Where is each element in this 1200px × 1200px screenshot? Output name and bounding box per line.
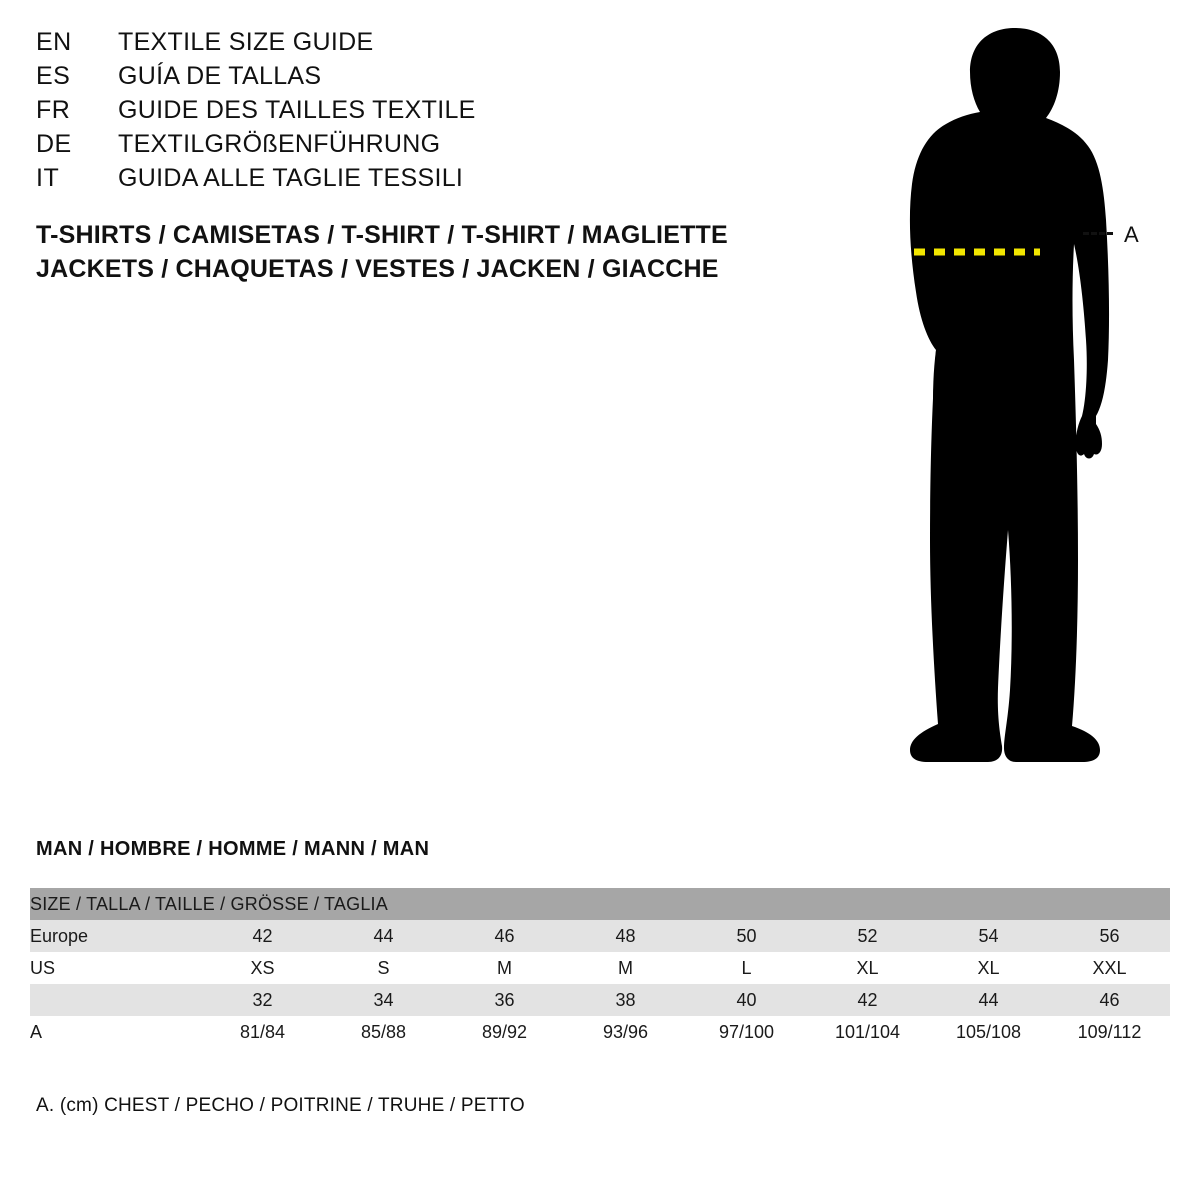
cell-value: 44 xyxy=(928,984,1049,1016)
cell-value: 52 xyxy=(807,920,928,952)
cell-value: 46 xyxy=(444,920,565,952)
table-row xyxy=(30,1016,1170,1048)
measure-leader-line xyxy=(1083,232,1113,235)
cell-value: 32 xyxy=(202,984,323,1016)
language-text: GUÍA DE TALLAS xyxy=(118,62,322,90)
row-label: Europe xyxy=(30,920,202,952)
table-row xyxy=(30,952,1170,984)
cell-value: 42 xyxy=(807,984,928,1016)
language-row xyxy=(36,62,736,96)
language-row xyxy=(36,164,736,198)
cell-value: 56 xyxy=(1049,920,1170,952)
language-code: ES xyxy=(36,62,71,90)
language-code: FR xyxy=(36,96,71,124)
cell-value: M xyxy=(444,952,565,984)
category-tshirts: T-SHIRTS / CAMISETAS / T-SHIRT / T-SHIRT / MAGLIETTE xyxy=(36,221,728,249)
cell-value: 93/96 xyxy=(565,1016,686,1048)
table-header-row xyxy=(30,888,1170,920)
table-row xyxy=(30,920,1170,952)
garment-categories xyxy=(36,218,796,286)
cell-value: 34 xyxy=(323,984,444,1016)
cell-value: 40 xyxy=(686,984,807,1016)
language-text: TEXTILGRÖßENFÜHRUNG xyxy=(118,130,441,158)
cell-value: 44 xyxy=(323,920,444,952)
measure-label-a: A xyxy=(1124,222,1139,247)
cell-value: M xyxy=(565,952,686,984)
size-table xyxy=(30,888,1170,1048)
footnote-chest: A. (cm) CHEST / PECHO / POITRINE / TRUHE / PETTO xyxy=(36,1095,525,1116)
row-label: US xyxy=(30,952,202,984)
table-row xyxy=(30,984,1170,1016)
cell-value: XL xyxy=(928,952,1049,984)
cell-value: 89/92 xyxy=(444,1016,565,1048)
language-code: IT xyxy=(36,164,60,192)
cell-value: XXL xyxy=(1049,952,1170,984)
cell-value: 48 xyxy=(565,920,686,952)
cell-value: L xyxy=(686,952,807,984)
male-silhouette-icon xyxy=(810,20,1190,800)
cell-value: S xyxy=(323,952,444,984)
cell-value: 42 xyxy=(202,920,323,952)
row-label xyxy=(30,984,202,1016)
cell-value: XL xyxy=(807,952,928,984)
language-code: EN xyxy=(36,28,72,56)
cell-value: 105/108 xyxy=(928,1016,1049,1048)
language-text: GUIDA ALLE TAGLIE TESSILI xyxy=(118,164,464,192)
cell-value: 38 xyxy=(565,984,686,1016)
language-row xyxy=(36,28,736,62)
cell-value: 109/112 xyxy=(1049,1016,1170,1048)
cell-value: 81/84 xyxy=(202,1016,323,1048)
language-text: TEXTILE SIZE GUIDE xyxy=(118,28,374,56)
cell-value: 54 xyxy=(928,920,1049,952)
language-code: DE xyxy=(36,130,72,158)
cell-value: 50 xyxy=(686,920,807,952)
language-row xyxy=(36,96,736,130)
cell-value: 85/88 xyxy=(323,1016,444,1048)
language-list xyxy=(36,28,736,198)
cell-value: 97/100 xyxy=(686,1016,807,1048)
cell-value: 46 xyxy=(1049,984,1170,1016)
cell-value: XS xyxy=(202,952,323,984)
cell-value: 36 xyxy=(444,984,565,1016)
cell-value: 101/104 xyxy=(807,1016,928,1048)
language-text: GUIDE DES TAILLES TEXTILE xyxy=(118,96,476,124)
row-label: A xyxy=(30,1016,202,1048)
section-title-man: MAN / HOMBRE / HOMME / MANN / MAN xyxy=(36,838,430,860)
category-jackets: JACKETS / CHAQUETAS / VESTES / JACKEN / GIACCHE xyxy=(36,255,719,283)
table-header-label: SIZE / TALLA / TAILLE / GRÖSSE / TAGLIA xyxy=(30,888,1170,920)
body-silhouette-figure xyxy=(810,20,1190,800)
language-row xyxy=(36,130,736,164)
